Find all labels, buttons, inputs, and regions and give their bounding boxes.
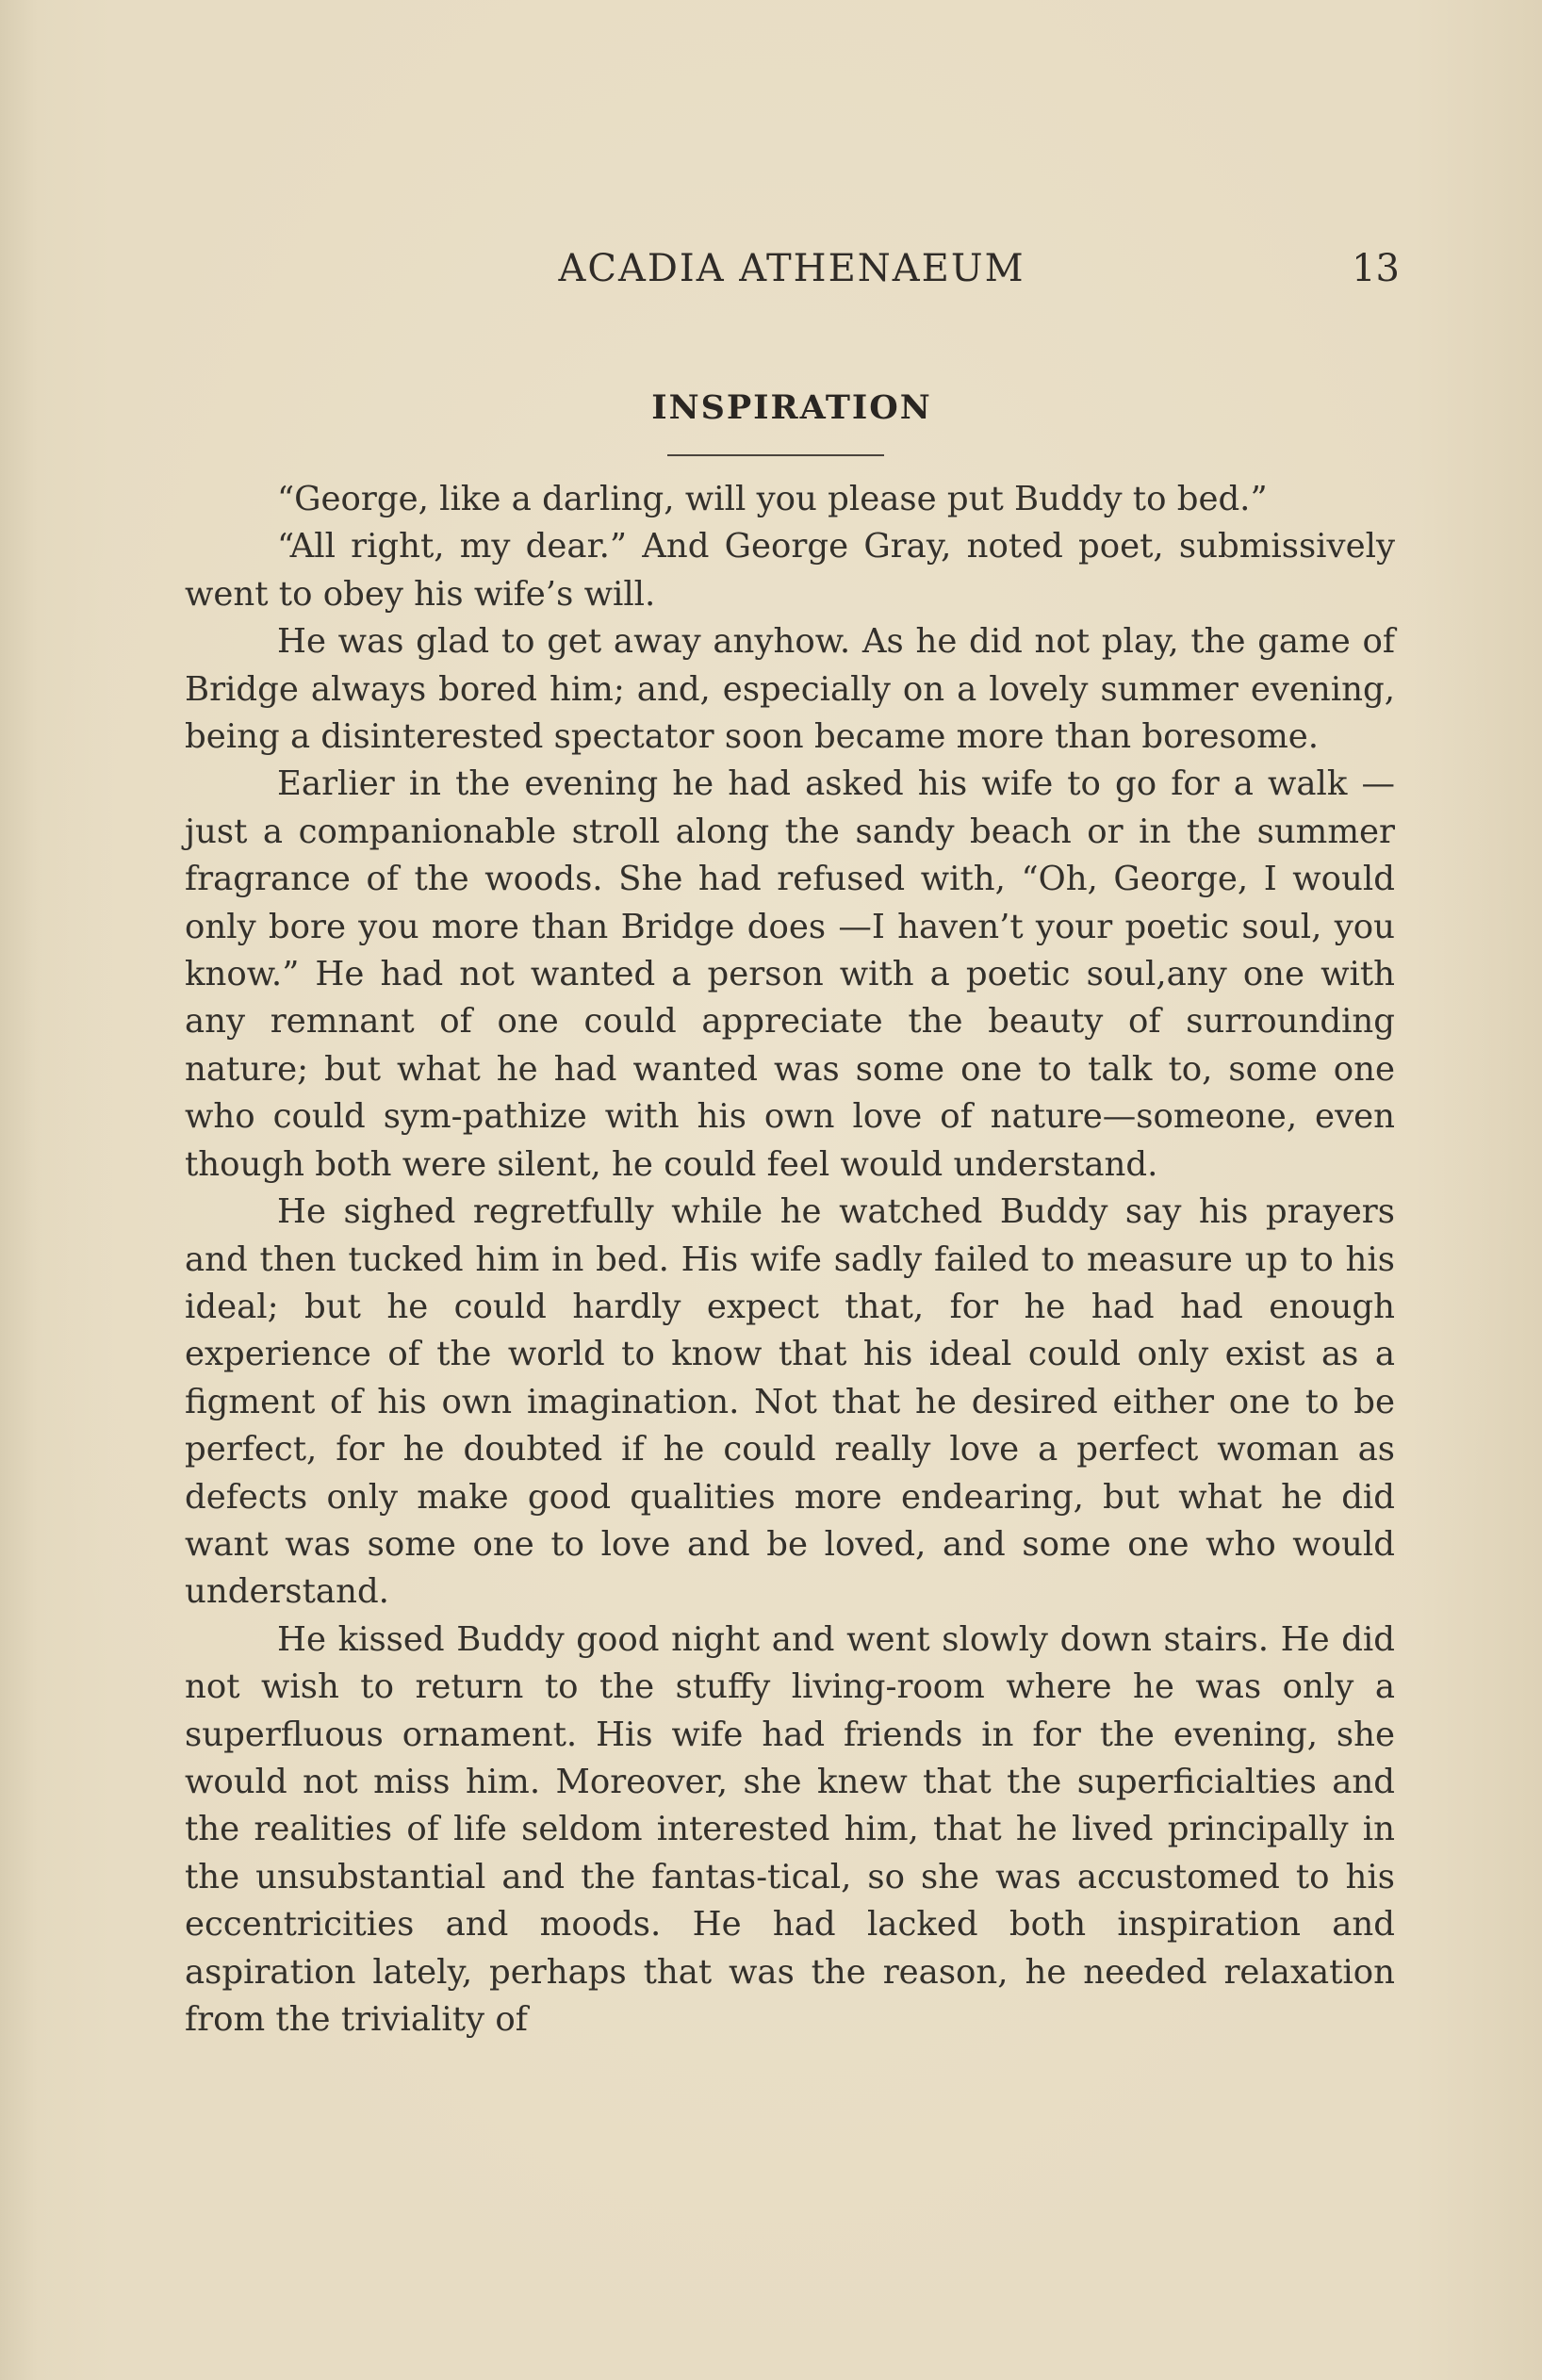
paragraph: He sighed regretfully while he watched Buddy say his prayers and then tucked him in bed. His wife sadly failed to measure up to his ideal; but he could hardly expect that, for he had had enough experience of the world to know that his ideal could only exist as a figment of his own imagination. Not that he desired either one to be perfect, for he doubted if he could really love a perfect woman as defects only make good qualities more endearing, but what he did want was some one to love and be loved, and some one who would understand. [185,1192,1395,1612]
journal-title: ACADIA ATHENAEUM [558,247,1025,290]
paragraph: “George, like a darling, will you please put Buddy to bed.” [277,480,1268,518]
running-head [184,240,1400,297]
title-rule [667,454,884,456]
article-title: INSPIRATION [651,388,932,427]
page-number: 13 [1352,247,1400,290]
paragraph: “All right, my dear.” And George Gray, noted poet, submissively went to obey his wife’s will. [185,527,1395,614]
paragraph: He was glad to get away anyhow. As he did not play, the game of Bridge always bored him; and, especially on a lovely summer evening, being a disinterested spectator soon became more than boresome. [185,622,1395,757]
article-body [185,476,1395,2044]
paragraph: Earlier in the evening he had asked his wife to go for a walk —just a companionable stroll along the sandy beach or in the summer fragrance of the woods. She had refused with, “Oh, George, I would only bore you more than Bridge does —I haven’t your poetic soul, you know.” He had not wanted a person with a poetic soul,any one with any remnant of one could appreciate the beauty of surrounding nature; but what he had wanted was some one to talk to, some one who could sym-pathize with his own love of nature—someone, even though both were silent, he could feel would understand. [185,764,1395,1184]
paragraph: He kissed Buddy good night and went slowly down stairs. He did not wish to return to the stuffy living-room where he was only a superfluous ornament. His wife had friends in for the evening, she would not miss him. Moreover, she knew that the superficialties and the realities of life seldom interested him, that he lived principally in the unsubstantial and the fantas-tical, so she was accustomed to his eccentricities and moods. He had lacked both inspiration and aspiration lately, perhaps that was the reason, he needed relaxation from the triviality of [185,1619,1395,2039]
